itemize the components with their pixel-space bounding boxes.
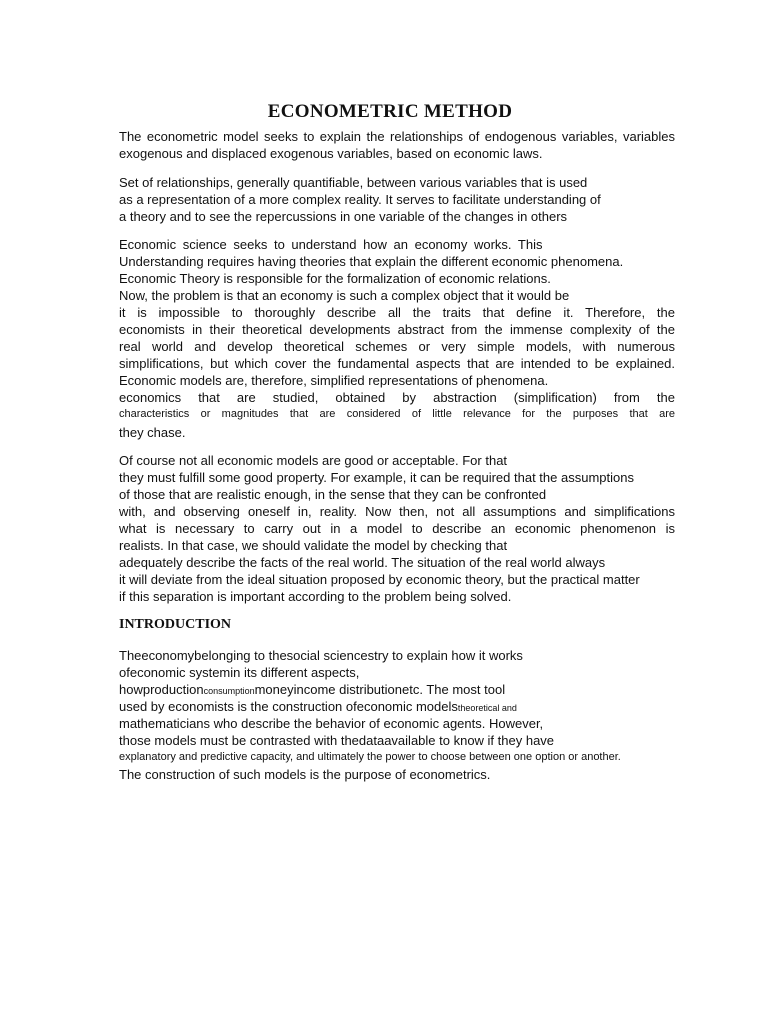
text-line: Set of relationships, generally quantifiable, between various variables that is used [119,175,588,190]
text-line [119,698,675,715]
paragraph-3 [119,236,675,442]
text-line: Economic models are, therefore, simplified representations of phenomena. [119,373,549,388]
text-line: a theory and to see the repercussions in one variable of the changes in others [119,209,568,224]
text-line: it will deviate from the ideal situation proposed by economic theory, but the practical matter [119,572,640,587]
text-line: characteristics or magnitudes that are considered of little relevance for the purposes that are [119,408,675,420]
text-line: it is impossible to thoroughly describe all the traits that define it. Therefore, the [119,305,675,320]
text-line: explanatory and predictive capacity, and ultimately the power to choose between one option or another. [119,751,621,763]
text-line: Of course not all economic models are good or acceptable. For that [119,453,508,468]
section-heading: INTRODUCTION [119,617,232,632]
paragraph-4 [119,452,675,605]
text-line: Economic Theory is responsible for the formalization of economic relations. [119,271,551,286]
text-run-small: theoretical and [457,703,517,713]
text-line: economics that are studied, obtained by abstraction (simplification) from the [119,390,675,405]
text-line: exogenous and displaced exogenous variables, based on economic laws. [119,146,543,161]
text-line: Economic science seeks to understand how an economy works. This [119,237,543,252]
text-line: Theeconomybelonging to thesocial sciencestry to explain how it works [119,648,523,663]
text-line: The econometric model seeks to explain the relationships of endogenous variables, variables [119,129,675,144]
text-line: simplifications, but which cover the fundamental aspects that are intended to be explained. [119,356,675,371]
text-line: Understanding requires having theories that explain the different economic phenomena. [119,254,624,269]
text-line: of those that are realistic enough, in the sense that they can be confronted [119,487,547,502]
text-line: adequately describe the facts of the real world. The situation of the real world always [119,555,606,570]
text-run: used by economists is the construction ofeconomic models [119,699,458,714]
text-line: what is necessary to carry out in a model to describe an economic phenomenon is [119,521,675,536]
text-line: realists. In that case, we should validate the model by checking that [119,538,508,553]
text-run-small: consumption [203,686,255,696]
paragraph-2 [119,174,675,225]
text-line: they must fulfill some good property. For example, it can be required that the assumptions [119,470,634,485]
text-line: as a representation of a more complex reality. It serves to facilitate understanding of [119,192,601,207]
text-line: with, and observing oneself in, reality. Now then, not all assumptions and simplifications [119,504,675,519]
text-line: The construction of such models is the purpose of econometrics. [119,767,491,782]
text-line: they chase. [119,425,186,440]
paragraph-1 [119,128,675,162]
text-line: those models must be contrasted with thedataavailable to know if they have [119,733,555,748]
text-run: moneyincome distributionetc. The most tool [254,682,506,697]
text-line: economists in their theoretical developments abstract from the immense complexity of the [119,322,675,337]
text-line: ofeconomic systemin its different aspects, [119,665,360,680]
text-line [119,681,675,698]
text-line: Now, the problem is that an economy is such a complex object that it would be [119,288,570,303]
text-line: if this separation is important according to the problem being solved. [119,589,512,604]
paragraph-5 [119,647,675,783]
text-line: real world and develop theoretical schemes or very simple models, with numerous [119,339,675,354]
text-line: mathematicians who describe the behavior of economic agents. However, [119,716,544,731]
document-title: ECONOMETRIC METHOD [267,101,513,122]
text-run: howproduction [119,682,204,697]
